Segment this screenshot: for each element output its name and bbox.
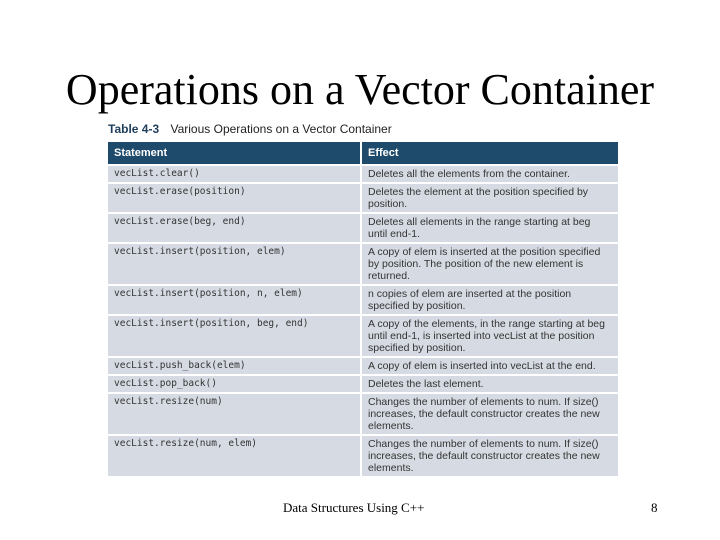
effect-cell: Deletes all elements in the range starting at beg until end-1. (362, 214, 618, 242)
table-header-row (108, 142, 618, 164)
statement-cell: vecList.erase(position) (108, 184, 362, 212)
table-row (108, 286, 618, 314)
table-row (108, 376, 618, 392)
statement-cell: vecList.clear() (108, 166, 362, 182)
table-row (108, 244, 618, 284)
statement-cell: vecList.push_back(elem) (108, 358, 362, 374)
slide-title: Operations on a Vector Container (65, 65, 655, 114)
effect-cell: A copy of elem is inserted into vecList at the end. (362, 358, 618, 374)
effect-cell: Changes the number of elements to num. If size() increases, the default constructor creates the new elements. (362, 436, 618, 476)
slide-footer: Data Structures Using C++ (283, 500, 425, 515)
table-row (108, 436, 618, 476)
effect-cell: A copy of elem is inserted at the position specified by position. The position of the new element is returned. (362, 244, 618, 284)
statement-cell: vecList.insert(position, elem) (108, 244, 362, 284)
table-caption (108, 122, 392, 136)
effect-cell: n copies of elem are inserted at the position specified by position. (362, 286, 618, 314)
table-caption-text: Various Operations on a Vector Container (170, 122, 392, 136)
page-number: 8 (651, 500, 658, 515)
table-row (108, 214, 618, 242)
effect-cell: Deletes all the elements from the container. (362, 166, 618, 182)
table-row (108, 166, 618, 182)
statement-cell: vecList.insert(position, n, elem) (108, 286, 362, 314)
statement-cell: vecList.erase(beg, end) (108, 214, 362, 242)
effect-cell: Deletes the element at the position specified by position. (362, 184, 618, 212)
header-statement: Statement (108, 142, 362, 164)
statement-cell: vecList.resize(num, elem) (108, 436, 362, 476)
header-effect: Effect (362, 142, 618, 164)
effect-cell: Deletes the last element. (362, 376, 618, 392)
effect-cell: A copy of the elements, in the range starting at beg until end-1, is inserted into vecList at the position specified by position. (362, 316, 618, 356)
table-caption-number: Table 4-3 (108, 122, 160, 136)
table-row (108, 316, 618, 356)
statement-cell: vecList.pop_back() (108, 376, 362, 392)
effect-cell: Changes the number of elements to num. If size() increases, the default constructor creates the new elements. (362, 394, 618, 434)
table-row (108, 394, 618, 434)
table-row (108, 358, 618, 374)
statement-cell: vecList.resize(num) (108, 394, 362, 434)
table-row (108, 184, 618, 212)
vector-operations-table (108, 140, 618, 478)
statement-cell: vecList.insert(position, beg, end) (108, 316, 362, 356)
